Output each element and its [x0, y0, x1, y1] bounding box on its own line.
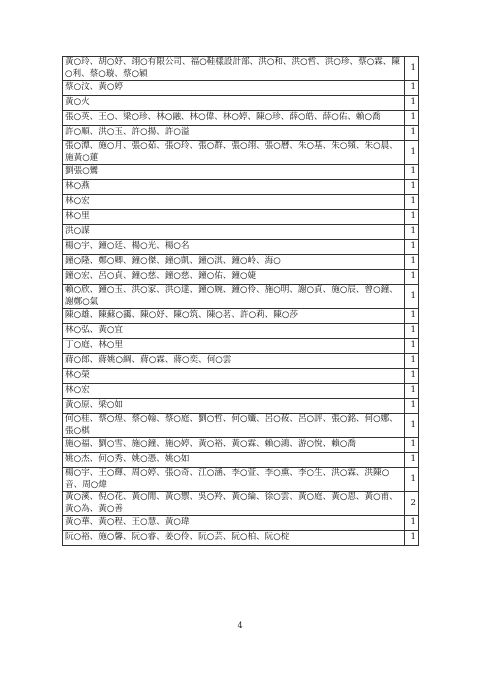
count-cell: 1: [405, 369, 419, 384]
names-cell: 林○宏: [63, 384, 405, 399]
names-cell: 姚○杰、何○秀、姚○憑、姚○如: [63, 453, 405, 468]
table-row: [63, 339, 419, 354]
names-cell: 楊○宇、王○輝、周○婷、張○奇、江○涵、李○萱、李○熏、李○生、洪○霖、洪陳○音、周○煒: [63, 468, 405, 492]
count-cell: 1: [405, 165, 419, 180]
count-cell: 1: [405, 531, 419, 546]
count-cell: 1: [405, 195, 419, 210]
count-cell: 1: [405, 384, 419, 399]
names-cell: 林○宏: [63, 195, 405, 210]
table-row: [63, 309, 419, 324]
count-cell: 1: [405, 324, 419, 339]
count-cell: 1: [405, 309, 419, 324]
table-row: [63, 141, 419, 165]
table-row: [63, 126, 419, 141]
count-cell: 1: [405, 516, 419, 531]
table-row: [63, 285, 419, 309]
count-cell: 1: [405, 141, 419, 165]
table-row: [63, 438, 419, 453]
names-cell: 丁○庭、林○里: [63, 339, 405, 354]
count-cell: 1: [405, 339, 419, 354]
count-cell: 1: [405, 468, 419, 492]
table-row: [63, 369, 419, 384]
table-row: [63, 324, 419, 339]
names-cell: 林○弘、黃○宜: [63, 324, 405, 339]
names-cell: 林○榮: [63, 369, 405, 384]
names-cell: 鐘○宏、呂○貞、鐘○慈、鐘○慈、鐘○佑、鐘○婕: [63, 270, 405, 285]
table-row: [63, 414, 419, 438]
table-row: [63, 384, 419, 399]
names-cell: 張○英、王○、梁○珍、林○融、林○偉、林○婷、陳○珍、薛○皓、薛○佑、賴○喬: [63, 111, 405, 126]
names-cell: 施○福、劉○雪、施○鐘、施○婷、黃○裕、黃○霖、賴○鴻、游○悅、賴○喬: [63, 438, 405, 453]
names-cell: 賴○欣、鐘○玉、洪○家、洪○達、鐘○婉、鐘○伶、施○明、謝○貞、施○辰、曾○鐘、謝鄭○氣: [63, 285, 405, 309]
table-row: [63, 399, 419, 414]
count-cell: 1: [405, 81, 419, 96]
names-cell: 張○潭、施○月、張○茹、張○玲、張○群、張○翊、張○曆、朱○基、朱○頻、朱○晨、施黃○蓮: [63, 141, 405, 165]
table-row: [63, 354, 419, 369]
count-cell: 1: [405, 57, 419, 81]
names-cell: 陳○雄、陳蘇○靄、陳○妤、陳○筑、陳○茗、許○莉、陳○莎: [63, 309, 405, 324]
table-row: [63, 255, 419, 270]
names-cell: 林○里: [63, 210, 405, 225]
count-cell: 1: [405, 414, 419, 438]
table-row: [63, 270, 419, 285]
names-cell: 劉張○鸞: [63, 165, 405, 180]
names-cell: 許○順、洪○玉、許○揚、許○溢: [63, 126, 405, 141]
count-cell: 1: [405, 255, 419, 270]
table-row: [63, 96, 419, 111]
page-number: 4: [237, 621, 243, 630]
table-row: [63, 516, 419, 531]
table-row: [63, 468, 419, 492]
table-row: [63, 210, 419, 225]
count-cell: 2: [405, 492, 419, 516]
names-cell: 黃○玲、胡○妤、翊○有限公司、福○鞋樣設計部、洪○和、洪○哲、洪○珍、蔡○霖、陳○利、蔡○璇、蔡○穎: [63, 57, 405, 81]
names-table: [62, 56, 419, 546]
table-row: [63, 111, 419, 126]
count-cell: 1: [405, 399, 419, 414]
table-row: [63, 225, 419, 240]
names-cell: 洪○謀: [63, 225, 405, 240]
count-cell: 1: [405, 210, 419, 225]
names-cell: 楊○宇、鐘○廷、楊○光、楊○名: [63, 240, 405, 255]
count-cell: 1: [405, 111, 419, 126]
names-cell: 阮○裕、施○馨、阮○睿、姜○伶、阮○芸、阮○柏、阮○椗: [63, 531, 405, 546]
table-row: [63, 453, 419, 468]
names-cell: 黃○火: [63, 96, 405, 111]
names-cell: 黃○原、梁○如: [63, 399, 405, 414]
table-row: [63, 492, 419, 516]
count-cell: 1: [405, 126, 419, 141]
count-cell: 1: [405, 240, 419, 255]
names-cell: 林○燕: [63, 180, 405, 195]
names-cell: 鐘○隆、鄭○卿、鐘○傑、鐘○凱、鐘○淇、鐘○岭、海○: [63, 255, 405, 270]
names-cell: 黃○華、黃○程、王○慧、黃○瑋: [63, 516, 405, 531]
table-body: [63, 57, 419, 546]
count-cell: 1: [405, 270, 419, 285]
names-cell: 何○桂、蔡○煌、蔡○翰、蔡○庭、劉○哲、何○孅、呂○莜、呂○評、張○銘、何○娜、張○棋: [63, 414, 405, 438]
count-cell: 1: [405, 438, 419, 453]
names-cell: 黃○溪、倪○花、黃○閒、黃○禦、吳○羚、黃○綸、徐○雲、黃○庭、黃○恩、黃○甫、黃○為、黃○善: [63, 492, 405, 516]
table-row: [63, 195, 419, 210]
count-cell: 1: [405, 354, 419, 369]
count-cell: 1: [405, 225, 419, 240]
count-cell: 1: [405, 96, 419, 111]
names-cell: 蔡○汶、黃○婷: [63, 81, 405, 96]
table-row: [63, 81, 419, 96]
table-row: [63, 531, 419, 546]
names-cell: 蔣○郎、蔣姚○綢、蔣○霖、蔣○奕、何○雲: [63, 354, 405, 369]
table-row: [63, 240, 419, 255]
table-row: [63, 165, 419, 180]
table-row: [63, 57, 419, 81]
count-cell: 1: [405, 453, 419, 468]
table-row: [63, 180, 419, 195]
count-cell: 1: [405, 180, 419, 195]
count-cell: 1: [405, 285, 419, 309]
